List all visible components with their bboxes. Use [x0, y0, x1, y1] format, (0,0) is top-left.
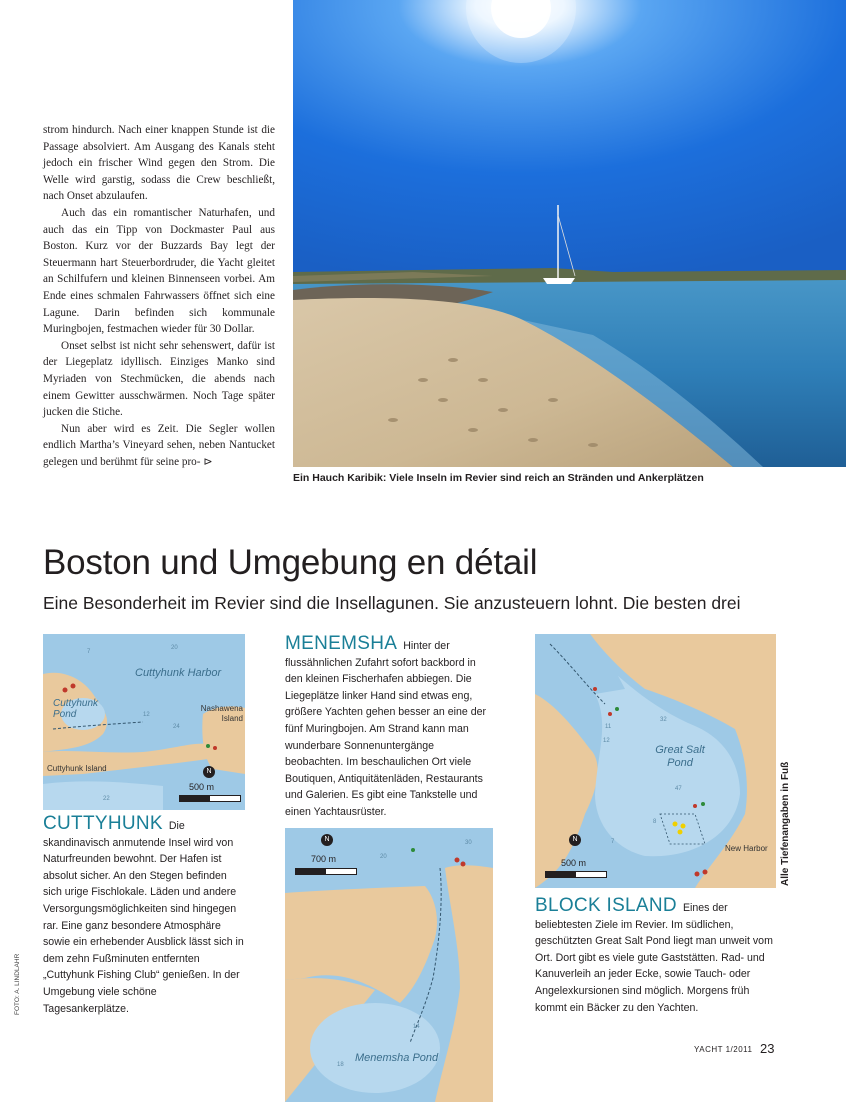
- new-harbor-label: New Harbor: [725, 844, 768, 853]
- menemsha-text: Hinter der flussähnlichen Zufahrt sofort backbord in den kleinen Fischerhafen abbiegen. Die Liegeplätze linker Hand sind etwas eng, größere Yachten gehen besser an eine der fünf Muringbojen. Am Strand kann man wunderbare Sonnenuntergänge beobachten. Im beschaulichen Ort viele Boutiquen, Antiquitätenläden, Restaurants und Galerien. Es gibt eine Tankstelle und einen Yachtausrüster.: [285, 640, 487, 818]
- body-paragraph-2: Auch das ein romantischer Naturhafen, und auch das ein Tipp von Dockmaster Paul aus Boston. Kurz vor der Buzzards Bay legt der Steuermann hart Steuerbordruder, die Yacht gleitet an Schilfufern und kleinen Binnenseen vorbei. Am Ende eines schmalen Fahrwassers öffnet sich eine Lagune. Darin befinden sich kommunale Muringbojen, festmachen wieder für 30 Dollar.: [43, 206, 275, 336]
- depth-label: 20: [380, 854, 387, 860]
- depth-label: 8: [653, 819, 657, 825]
- cuttyhunk-title: CUTTYHUNK: [43, 813, 163, 834]
- body-paragraph-3: Onset selbst ist nicht sehr sehenswert, dafür ist der Liegeplatz idyllisch. Einziges Manko sind Myriaden von Stechmücken, die abends nach einem Gewitter ausschwärmen. Noch Tage später jucken die Stiche.: [43, 339, 275, 419]
- cuttyhunk-harbor-label: Cuttyhunk Harbor: [135, 667, 222, 679]
- nashawena-island-label: Nashawena Island: [200, 704, 243, 723]
- block-island-map: [535, 634, 776, 888]
- depth-label: 7: [611, 839, 615, 845]
- body-paragraph-4-text: Nun aber wird es Zeit. Die Segler wollen endlich Martha’s Vineyard sehen, neben Nantucket gelegen und berühmt für seine pro-: [43, 422, 275, 468]
- menemsha-section: [285, 633, 493, 821]
- block-island-text: Eines der beliebtesten Ziele im Revier. Im südlichen, geschützten Great Salt Pond liegt man unweit vom Ort. Dort gibt es viele gute Gaststätten. Rad- und Kanuverleih an jeder Ecke, sowie Tauch- oder Angelexkursionen sind möglich. Morgens früh kommt ein Bäcker zu den Yachten.: [535, 902, 773, 1014]
- depth-label: 20: [171, 645, 178, 651]
- north-arrow-icon: N: [203, 766, 215, 778]
- depth-label: 47: [675, 786, 682, 792]
- block-island-title: BLOCK ISLAND: [535, 895, 677, 916]
- subheadline: Eine Besonderheit im Revier sind die Insellagunen. Sie anzusteuern lohnt. Die besten drei: [43, 593, 741, 613]
- menemsha-map: [285, 828, 493, 1102]
- page-number: 23: [760, 1041, 775, 1056]
- depth-label: 12: [143, 712, 150, 718]
- cuttyhunk-text: Die skandinavisch anmutende Insel wird von Naturfreunden bewohnt. Der Hafen ist absolut sicher. An den Stegen befinden sich urige Fischlokale. Läden und andere Versorgungsmöglichkeiten sind hingegen rar. Eine ganz besondere Atmosphäre sowie ein erhebender Ausblick lässt sich in dem zehn Fußminuten entfernten „Cuttyhunk Fishing Club“ genießen. In der Umgebung viele schöne Tagesankerplätze.: [43, 820, 244, 1015]
- cuttyhunk-island-label: Cuttyhunk Island: [47, 764, 107, 773]
- continue-arrow-icon: ⊳: [203, 455, 213, 468]
- depth-label: 14: [413, 1024, 420, 1030]
- north-arrow-icon: N: [321, 834, 333, 846]
- menemsha-pond-label: Menemsha Pond: [355, 1052, 439, 1064]
- scale-bar: [545, 871, 607, 878]
- body-text-column: [43, 122, 275, 470]
- depth-label: 7: [87, 649, 91, 655]
- block-island-scale-label: 500 m: [561, 858, 587, 868]
- menemsha-title: MENEMSHA: [285, 633, 398, 654]
- beach-photo-illustration: [293, 0, 846, 467]
- cuttyhunk-map: [43, 634, 245, 810]
- depth-label: 32: [660, 717, 667, 723]
- great-salt-pond-label: Great Salt Pond: [655, 744, 705, 769]
- cuttyhunk-scale-label: 500 m: [189, 782, 215, 792]
- photo-credit: FOTO: A. LINDLAHR: [14, 953, 21, 1015]
- body-paragraph-1: strom hindurch. Nach einer knappen Stunde ist die Passage absolviert. Am Ausgang des Kanals steht jedoch ein frischer Wind gegen den Strom. Die Welle wird garstig, sodass die Crew beschließt, nach Onset abzulaufen.: [43, 124, 275, 203]
- depth-label: 11: [605, 724, 612, 730]
- photo-caption: Ein Hauch Karibik: Viele Inseln im Revier sind reich an Stränden und Ankerplätzen: [293, 472, 704, 484]
- depth-label: 24: [173, 724, 180, 730]
- depth-label: 12: [603, 738, 610, 744]
- headline: Boston und Umgebung en détail: [43, 543, 538, 582]
- magazine-folio: YACHT 1/2011: [694, 1045, 753, 1054]
- depth-note: Alle Tiefenangaben in Fuß: [780, 761, 791, 886]
- cuttyhunk-pond-label: Cuttyhunk Pond: [53, 698, 99, 720]
- depth-label: 30: [465, 840, 472, 846]
- body-paragraph-4: [43, 421, 275, 471]
- north-arrow-icon: N: [569, 834, 581, 846]
- menemsha-scale-label: 700 m: [311, 854, 337, 864]
- scale-bar: [295, 868, 357, 875]
- beach-photo: [293, 0, 846, 467]
- depth-label: 18: [337, 1062, 344, 1068]
- scale-bar: [179, 795, 241, 802]
- cuttyhunk-section: [43, 813, 245, 1017]
- depth-label: 22: [103, 796, 110, 802]
- block-island-section: [535, 895, 776, 1016]
